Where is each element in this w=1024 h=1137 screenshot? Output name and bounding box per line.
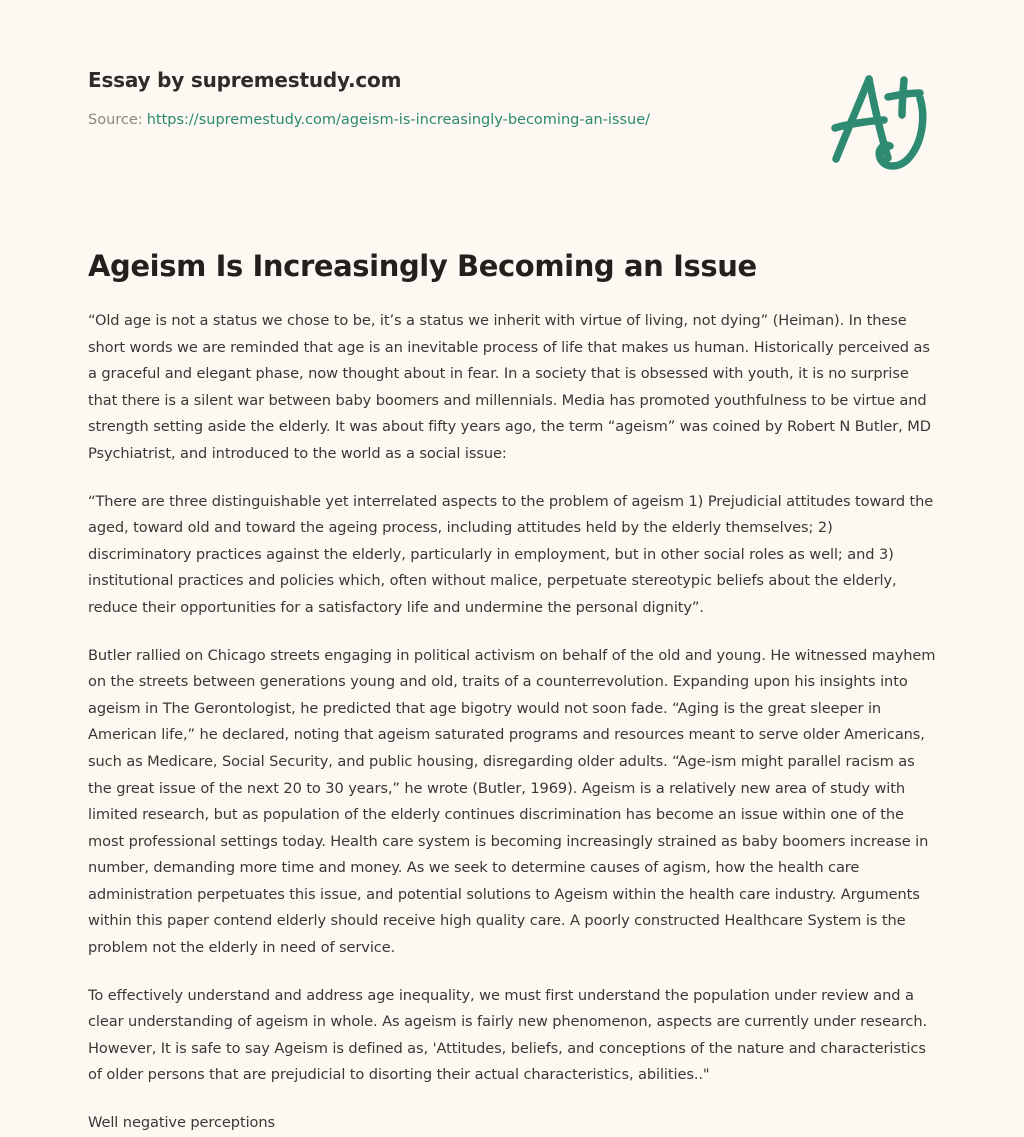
page-title: Ageism Is Increasingly Becoming an Issue bbox=[88, 249, 757, 283]
source-label: Source: bbox=[88, 112, 143, 128]
aplus-logo-icon bbox=[812, 66, 932, 178]
article-body bbox=[88, 308, 940, 1137]
article-paragraph: Well negative perceptions bbox=[88, 1114, 276, 1132]
source-url-link[interactable]: https://supremestudy.com/ageism-is-increasingly-becoming-an-issue/ bbox=[146, 112, 651, 128]
article-paragraph: “Old age is not a status we chose to be, it’s a status we inherit with virtue of living, not dying” (Heiman). In these short words we are reminded that age is an inevitable process of life that makes us human. Historically perceived as a graceful and elegant phase, now thought about in fear. In a society that is obsessed with youth, it is no surprise that there is a silent war between baby boomers and millennials. Media has promoted youthfulness to be virtue and strength setting aside the elderly. It was about fifty years ago, the term “ageism” was coined by Robert N Butler, MD Psychiatrist, and introduced to the world as a social issue: bbox=[88, 312, 931, 462]
aplus-logo bbox=[812, 66, 932, 178]
essay-byline: Essay by supremestudy.com bbox=[88, 68, 402, 92]
article-paragraph: Butler rallied on Chicago streets engaging in political activism on behalf of the old and young. He witnessed mayhem on the streets between generations young and old, traits of a counterrevolution. Expanding upon his insights into ageism in The Gerontologist, he predicted that age bigotry would not soon fade. “Aging is the great sleeper in American life,” he declared, noting that ageism saturated programs and resources meant to serve older Americans, such as Medicare, Social Security, and public housing, disregarding older adults. “Age-ism might parallel racism as the great issue of the next 20 to 30 years,” he wrote (Butler, 1969). Ageism is a relatively new area of study with limited research, but as population of the elderly continues discrimination has become an issue within one of the most professional settings today. Health care system is becoming increasingly strained as baby boomers increase in number, demanding more time and money. As we seek to determine causes of agism, how the health care administration perpetuates this issue, and potential solutions to Ageism within the health care industry. Arguments within this paper contend elderly should receive high quality care. A poorly constructed Healthcare System is the problem not the elderly in need of service. bbox=[88, 646, 936, 957]
article-paragraph: “There are three distinguishable yet interrelated aspects to the problem of ageism 1) Prejudicial attitudes toward the aged, toward old and toward the ageing process, including attitudes held by the elderly themselves; 2) discriminatory practices against the elderly, particularly in employment, but in other social roles as well; and 3) institutional practices and policies which, often without malice, perpetuate stereotypic beliefs about the elderly, reduce their opportunities for a satisfactory life and undermine the personal dignity”. bbox=[88, 492, 934, 616]
article-paragraph: To effectively understand and address age inequality, we must first understand the population under review and a clear understanding of ageism in whole. As ageism is fairly new phenomenon, aspects are currently under research. However, It is safe to say Ageism is defined as, 'Attitudes, beliefs, and conceptions of the nature and characteristics of older persons that are prejudicial to disorting their actual characteristics, abilities.." bbox=[88, 986, 928, 1084]
